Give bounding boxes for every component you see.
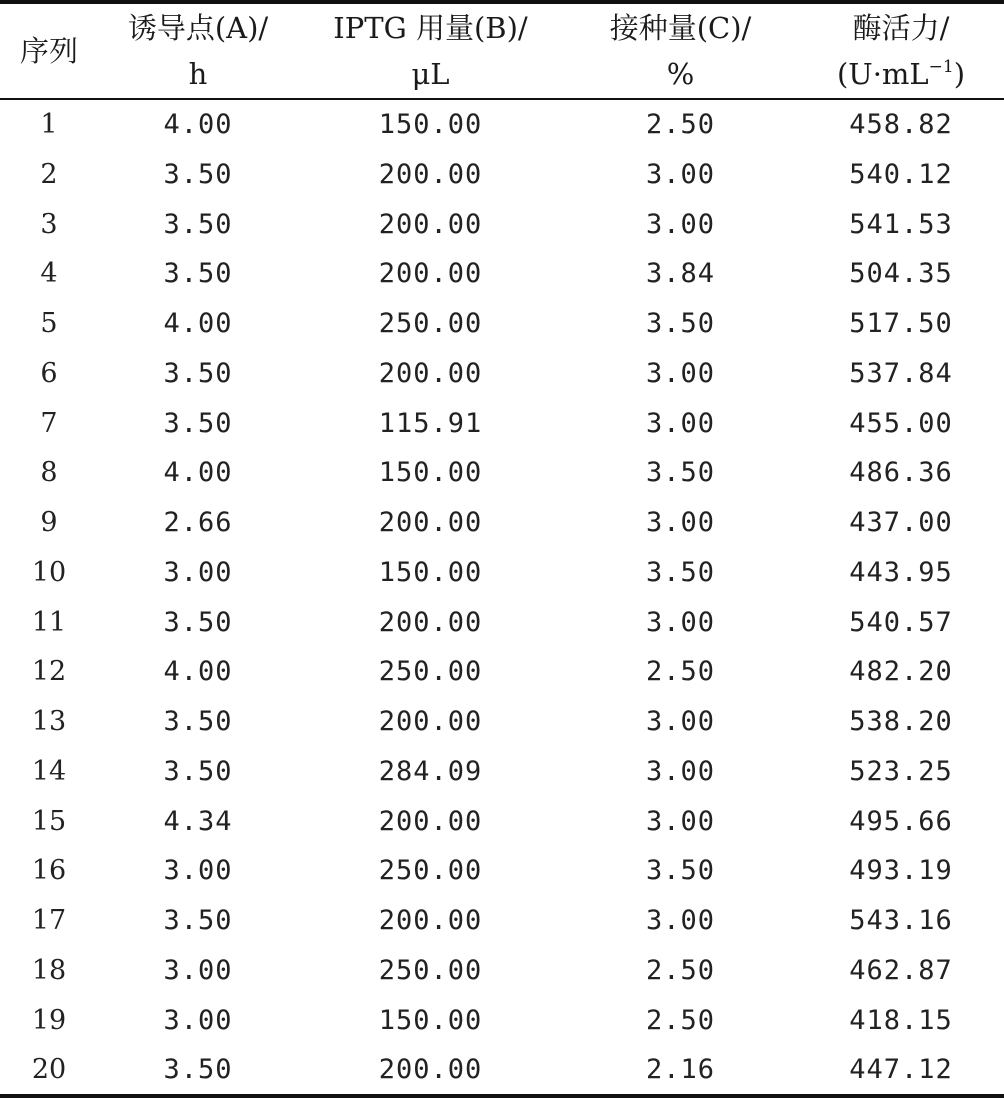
cell-sequence: 6 <box>40 357 58 389</box>
cell-sequence: 5 <box>40 308 58 339</box>
cell-induction-point: 4.00 <box>163 308 233 339</box>
cell-inoculum: 2.50 <box>645 656 716 688</box>
cell-inoculum: 3.50 <box>645 457 716 489</box>
table-row <box>0 797 1004 847</box>
table-row <box>0 647 1004 697</box>
cell-sequence: 13 <box>31 706 67 737</box>
cell-enzyme-activity: 538.20 <box>849 706 953 737</box>
cell-inoculum: 2.50 <box>645 109 716 140</box>
cell-iptg-dosage: 150.00 <box>378 109 483 140</box>
table-row <box>0 100 1004 150</box>
cell-inoculum: 3.00 <box>645 905 716 936</box>
header-sequence-label: 序列 <box>19 34 78 68</box>
cell-inoculum: 3.50 <box>645 556 716 588</box>
table-row <box>0 249 1004 299</box>
cell-induction-point: 3.00 <box>163 855 233 887</box>
cell-iptg-dosage: 200.00 <box>378 208 483 240</box>
cell-enzyme-activity: 443.95 <box>849 556 953 588</box>
cell-sequence: 7 <box>40 407 58 439</box>
header-iptg-dosage-unit: μL <box>411 57 450 91</box>
cell-sequence: 3 <box>40 208 58 240</box>
unit-close: ) <box>953 57 966 91</box>
cell-inoculum: 3.50 <box>645 308 716 339</box>
cell-inoculum: 3.00 <box>645 755 716 787</box>
cell-sequence: 8 <box>40 457 58 489</box>
cell-iptg-dosage: 200.00 <box>378 258 483 290</box>
cell-inoculum: 3.00 <box>645 805 716 837</box>
cell-sequence: 17 <box>31 905 67 936</box>
cell-induction-point: 3.50 <box>163 258 233 290</box>
cell-sequence: 20 <box>31 1054 67 1086</box>
header-sequence <box>0 4 98 98</box>
table-row <box>0 697 1004 747</box>
cell-iptg-dosage: 200.00 <box>378 805 483 837</box>
header-enzyme-activity-unit <box>837 51 965 97</box>
cell-inoculum: 3.00 <box>645 208 716 240</box>
cell-enzyme-activity: 455.00 <box>849 407 953 439</box>
cell-iptg-dosage: 250.00 <box>378 656 483 688</box>
cell-induction-point: 4.00 <box>163 656 233 688</box>
cell-induction-point: 3.50 <box>163 1054 233 1086</box>
cell-iptg-dosage: 284.09 <box>378 755 483 787</box>
unit-exponent: −1 <box>928 57 954 77</box>
cell-sequence: 12 <box>31 656 67 688</box>
table-row <box>0 548 1004 598</box>
cell-sequence: 18 <box>31 954 67 986</box>
cell-sequence: 4 <box>40 258 58 290</box>
cell-induction-point: 3.50 <box>163 407 233 439</box>
header-iptg-dosage-label: IPTG 用量(B)/ <box>333 11 528 45</box>
unit-base: (U·mL <box>836 57 929 91</box>
cell-inoculum: 2.16 <box>645 1054 716 1086</box>
cell-inoculum: 3.84 <box>645 258 716 290</box>
cell-enzyme-activity: 540.12 <box>849 158 953 190</box>
cell-induction-point: 3.50 <box>163 606 233 638</box>
cell-enzyme-activity: 418.15 <box>849 1004 953 1036</box>
table-row <box>0 150 1004 200</box>
cell-induction-point: 3.00 <box>163 954 233 986</box>
cell-enzyme-activity: 495.66 <box>849 805 953 837</box>
cell-induction-point: 4.00 <box>163 457 233 489</box>
header-inoculum <box>563 4 798 98</box>
table-body <box>0 100 1004 1095</box>
cell-induction-point: 3.50 <box>163 158 233 190</box>
cell-iptg-dosage: 250.00 <box>378 308 483 339</box>
table-header <box>0 4 1004 100</box>
header-iptg-dosage <box>298 4 563 98</box>
cell-inoculum: 3.00 <box>645 606 716 638</box>
cell-induction-point: 3.50 <box>163 706 233 737</box>
table-row <box>0 996 1004 1046</box>
table-row <box>0 299 1004 349</box>
cell-induction-point: 3.50 <box>163 208 233 240</box>
cell-enzyme-activity: 437.00 <box>849 507 953 538</box>
header-inoculum-label: 接种量(C)/ <box>609 11 752 45</box>
cell-induction-point: 2.66 <box>163 507 233 538</box>
cell-inoculum: 3.00 <box>645 706 716 737</box>
cell-enzyme-activity: 482.20 <box>849 656 953 688</box>
cell-induction-point: 3.00 <box>163 556 233 588</box>
cell-enzyme-activity: 543.16 <box>849 905 953 936</box>
table-row <box>0 1045 1004 1095</box>
cell-induction-point: 4.00 <box>163 109 233 140</box>
cell-iptg-dosage: 150.00 <box>378 1004 483 1036</box>
cell-sequence: 14 <box>31 755 67 787</box>
cell-inoculum: 3.00 <box>645 407 716 439</box>
table-row <box>0 747 1004 797</box>
cell-inoculum: 2.50 <box>645 1004 716 1036</box>
table-row <box>0 846 1004 896</box>
cell-iptg-dosage: 200.00 <box>378 905 483 936</box>
cell-iptg-dosage: 200.00 <box>378 706 483 737</box>
cell-induction-point: 3.50 <box>163 905 233 936</box>
table-row <box>0 946 1004 996</box>
cell-enzyme-activity: 458.82 <box>849 109 953 140</box>
cell-enzyme-activity: 504.35 <box>849 258 953 290</box>
header-enzyme-activity <box>798 4 1004 98</box>
header-induction-point-label: 诱导点(A)/ <box>127 11 269 45</box>
cell-enzyme-activity: 537.84 <box>849 357 953 389</box>
cell-iptg-dosage: 200.00 <box>378 1054 483 1086</box>
cell-inoculum: 2.50 <box>645 954 716 986</box>
cell-sequence: 19 <box>31 1004 67 1036</box>
header-enzyme-activity-label: 酶活力/ <box>852 11 950 45</box>
cell-sequence: 2 <box>40 158 58 190</box>
cell-iptg-dosage: 200.00 <box>378 158 483 190</box>
cell-sequence: 16 <box>31 855 67 887</box>
cell-enzyme-activity: 523.25 <box>849 755 953 787</box>
cell-inoculum: 3.00 <box>645 158 716 190</box>
header-induction-point-unit: h <box>188 57 208 91</box>
cell-enzyme-activity: 541.53 <box>849 208 953 240</box>
cell-induction-point: 3.50 <box>163 755 233 787</box>
cell-iptg-dosage: 200.00 <box>378 507 483 538</box>
cell-enzyme-activity: 447.12 <box>849 1054 953 1086</box>
cell-iptg-dosage: 150.00 <box>378 457 483 489</box>
header-inoculum-unit: % <box>666 57 695 91</box>
cell-iptg-dosage: 115.91 <box>378 407 483 439</box>
cell-iptg-dosage: 250.00 <box>378 954 483 986</box>
cell-iptg-dosage: 150.00 <box>378 556 483 588</box>
cell-sequence: 10 <box>31 556 67 588</box>
cell-enzyme-activity: 486.36 <box>849 457 953 489</box>
cell-induction-point: 4.34 <box>163 805 233 837</box>
cell-enzyme-activity: 493.19 <box>849 855 953 887</box>
cell-inoculum: 3.00 <box>645 357 716 389</box>
cell-iptg-dosage: 200.00 <box>378 606 483 638</box>
table-row <box>0 896 1004 946</box>
table-row <box>0 598 1004 648</box>
header-induction-point <box>98 4 298 98</box>
table-row <box>0 349 1004 399</box>
table-row <box>0 399 1004 449</box>
cell-enzyme-activity: 517.50 <box>849 308 953 339</box>
cell-sequence: 1 <box>40 109 58 140</box>
cell-induction-point: 3.00 <box>163 1004 233 1036</box>
cell-inoculum: 3.50 <box>645 855 716 887</box>
cell-sequence: 15 <box>31 805 67 837</box>
table-row <box>0 200 1004 250</box>
cell-induction-point: 3.50 <box>163 357 233 389</box>
cell-sequence: 11 <box>31 606 67 638</box>
cell-enzyme-activity: 540.57 <box>849 606 953 638</box>
cell-enzyme-activity: 462.87 <box>849 954 953 986</box>
table-row <box>0 448 1004 498</box>
cell-iptg-dosage: 250.00 <box>378 855 483 887</box>
cell-inoculum: 3.00 <box>645 507 716 538</box>
table-row <box>0 498 1004 548</box>
cell-iptg-dosage: 200.00 <box>378 357 483 389</box>
cell-sequence: 9 <box>40 507 58 538</box>
